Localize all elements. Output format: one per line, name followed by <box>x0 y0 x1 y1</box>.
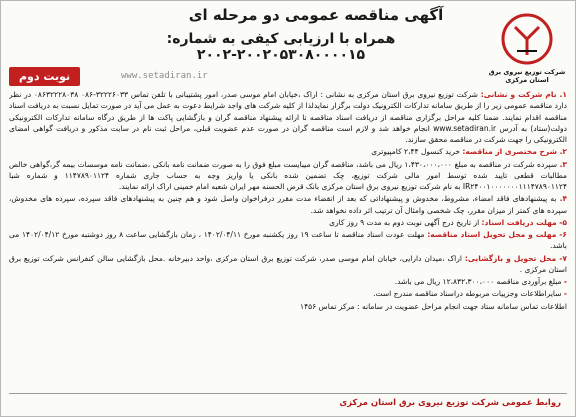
section-text: سایراطلاعات وجزییات مربوطه دراسناد مناقصه مندرج است. <box>373 289 562 299</box>
section-heading: ۶- مهلت و محل تحویل اسناد مناقصه: <box>427 230 567 239</box>
turn-badge: نوبت دوم <box>9 67 80 86</box>
notice-body <box>9 89 567 392</box>
section-text: اطلاعات تماس سامانه ستاد جهت انجام مراحل عضویت در سامانه : مرکز تماس ۱۴۵۶ <box>300 301 567 311</box>
notice-subtitle: همراه با ارزیابی کیفی به شماره: ۲۰۰۲۰۵۳۰۸۰۰۰۰۱۵-۲۰۰۲ <box>166 31 396 63</box>
footer-signature: روابط عمومی شرکت توزیع نیروی برق استان مرکزی <box>9 393 567 412</box>
section-text: مهلت عودت اسناد مناقصه تا ساعت ۱۹ روز یکشنبه مورخ ۱۴۰۲/۰۴/۱۱ ، زمان بازگشایی ساعت ۸ روز دوشنبه مورخ ۱۴۰۲/۰۴/۱۲ می باشد. <box>9 230 567 251</box>
notice-title: آگهی مناقصه عمومی دو مرحله ای <box>188 6 444 24</box>
section-9 <box>9 288 567 299</box>
company-logo-icon <box>487 9 567 69</box>
section-text: به پیشنهادهای فاقد امضاء، مشروط، مخدوش و پیشنهاداتی که بعد از انقضاء مدت مقرر درفراخوان واصل شود و هم چنین به پیشنهادهای فاقد سپرده، سپرده های مخدوش، سپرده های کمتر از میزان مقرر، چک شخصی وامثال آن ترتیب اثر داده نخواهد شد. <box>9 194 567 215</box>
section-6 <box>9 229 567 252</box>
section-8 <box>9 276 567 287</box>
section-heading: - <box>563 277 567 286</box>
section-text: مبلغ برآوردی مناقصه ۱۲،۸۳۲،۳۰۰،۰۰۰ ریال می باشد. <box>394 277 562 286</box>
section-heading: - <box>563 289 567 299</box>
logo-caption: شرکت توزیع نیروی برق استان مرکزی <box>488 68 566 85</box>
section-heading: ۷- محل تحویل و بازگشایی: <box>464 253 567 263</box>
watermark-url: www.setadiran.ir <box>121 71 208 81</box>
section-7 <box>9 253 567 276</box>
section-2 <box>9 146 567 157</box>
section-heading: ۲. شرح مختصری از مناقصه: <box>462 147 567 157</box>
section-3 <box>9 159 567 193</box>
section-text: از تاریخ درج آگهی نوبت دوم به مدت ۹ روز کاری <box>329 217 480 227</box>
section-text: سپرده شرکت در مناقصه به مبلغ ۱،۴۳۰،۰۰۰،۰۰۰ ریال می باشد، مناقصه گران میبایست مبلغ فوق را به صورت ضمانت نامه بانکی ،ضمانت نامه موسسات بیمه گر،گواهی خالص مطالبات قطعی تایید شده توسط امور مالی شرکت توزیع، چک تضمین شده بانکی یا واریز وجه به حساب جاری شماره ۱۱۴۷۸۹۰۱۱۲۴ و شماره شبا IR۲۴۰۰۱۰۰۰۰۰۰۰۱۱۱۴۷۸۹۰۱۱۲۴ به نام شرکت توزیع نیروی برق استان مرکزی بانک قرض الحسنه مهر ایران شعبه امام خمینی اراک ارائه نمایند. <box>9 159 567 191</box>
section-1 <box>9 89 567 145</box>
section-text: خرید کنسول ۲،۴۴ کامپیوتری <box>371 147 460 157</box>
section-heading: ۱. نام شرکت و نشانی: <box>480 90 567 99</box>
section-heading: ۵- مهلت دریافت اسناد: <box>481 217 567 227</box>
section-heading: ۳. <box>559 159 567 169</box>
section-10 <box>9 301 567 312</box>
section-5 <box>9 217 567 228</box>
section-text: شرکت توزیع نیروی برق استان مرکزی به نشانی : اراک ،خیابان امام موسی صدر، امور پشتیبانی با تلفن تماس ۳۲۲۲۶۰۳۳-۰۸۶ ۰۸۶۳۲۲۲۸۰۳۸ در نظر دارد مناقصه عمومی زیر را از طریق سامانه تدارکات الکترونیک دولت برگزار نمایدلذا از کلیه شرکت های واجد شرایط دعوت به عمل می آید در صورت تمایل نسبت به دریافت اسناد مناقصه اقدام نمایند. ضمنا کلیه مراحل برگزاری مناقصه از دریافت اسناد مناقصه تا ارائه پیشنهاد مناقصه گران و بازگشایی پاکت ها از طریق درگاه سامانه تدارکات الکترونیکی دولت(ستاد) به آدرس www.setadiran.ir انجام خواهد شد و لازم است مناقصه گران در صورت عدم عضویت قبلی، مراحل ثبت نام در سایت مذکور و دریافت گواهی امضای الکترونیکی را جهت شرکت در مناقصه محقق سازند. <box>9 90 567 144</box>
section-heading: ۴. <box>559 194 567 204</box>
section-text: اراک ،میدان دارایی، خیابان امام موسی صدر، شرکت توزیع برق استان مرکزی ،واحد دبیرخانه .محل بازگشایی سالن کنفرانس شرکت توزیع برق استان مرکزی . <box>9 253 567 274</box>
section-4 <box>9 193 567 216</box>
